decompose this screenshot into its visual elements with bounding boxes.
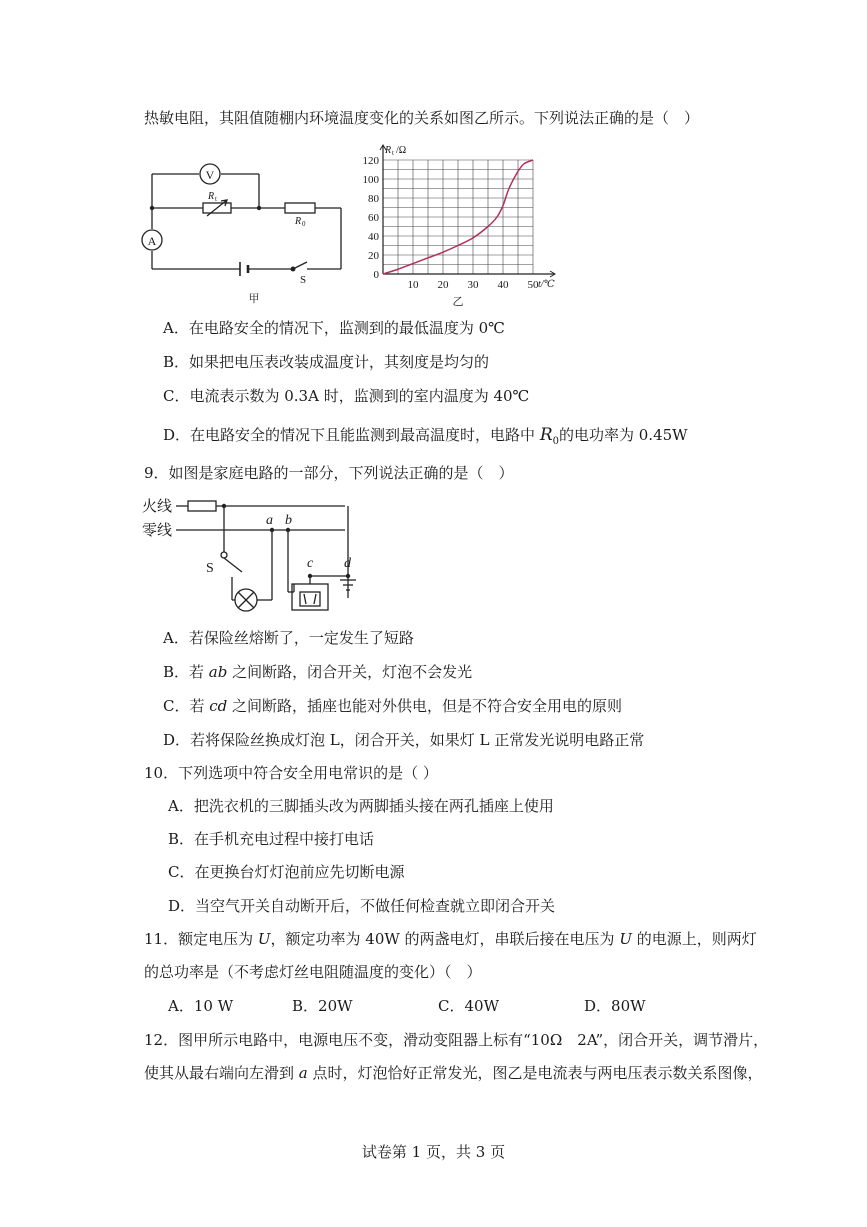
label-point-a: a: [266, 513, 273, 528]
q8-option-a: A．在电路安全的情况下，监测到的最低温度为 0℃: [163, 319, 505, 337]
label-r0-sub: 0: [302, 220, 306, 228]
q9-option-b: B．若 ab 之间断路，闭合开关，灯泡不会发光: [163, 663, 473, 681]
label-point-b: b: [285, 513, 292, 528]
chart-grid: [380, 145, 555, 277]
y-tick-label: 20: [368, 250, 379, 262]
label-live-wire: 火线: [142, 499, 173, 515]
q10-option-a: A．把洗衣机的三脚插头改为两脚插头接在两孔插座上使用: [168, 797, 554, 815]
question-8-stem-tail: 热敏电阻，其阻值随棚内环境温度变化的关系如图乙所示。下列说法正确的是（ ）: [144, 109, 700, 127]
q11-option-b: B．20W: [292, 997, 353, 1015]
label-neutral-wire: 零线: [142, 523, 173, 539]
x-tick-label: 20: [437, 279, 449, 291]
y-tick-label: 80: [368, 193, 379, 205]
q8-option-d-post: 的电功率为 0.45W: [559, 426, 688, 444]
label-point-d: d: [344, 556, 351, 571]
q10-option-c: C．在更换台灯灯泡前应先切断电源: [168, 863, 405, 881]
x-tick-label: 10: [407, 279, 419, 291]
chart-xlabel: t/℃: [538, 279, 555, 290]
y-tick-label: 40: [368, 231, 379, 243]
q8-option-c: C．电流表示数为 0.3A 时，监测到的室内温度为 40℃: [163, 387, 530, 405]
household-circuit-diagram: [140, 492, 380, 622]
q9-option-a: A．若保险丝熔断了，一定发生了短路: [163, 629, 414, 647]
q9-option-c: C．若 cd 之间断路，插座也能对外供电，但是不符合安全用电的原则: [163, 697, 623, 715]
q8-option-d-var: R: [539, 425, 553, 445]
chart-ylabel-sub: t: [392, 149, 394, 157]
voltmeter-symbol: V: [205, 168, 215, 182]
q8-option-d-pre: D．在电路安全的情况下且能监测到最高温度时，电路中: [163, 426, 540, 444]
y-tick-label: 0: [373, 269, 379, 281]
question-12-line-1: 12．图甲所示电路中，电源电压不变，滑动变阻器上标有“10Ω 2A”，闭合开关，调节滑片，: [144, 1031, 769, 1049]
chart-ylabel-unit: /Ω: [396, 145, 407, 156]
chart-ticks: [363, 155, 540, 291]
ammeter-symbol: A: [147, 234, 157, 248]
question-9-stem: 9．如图是家庭电路的一部分，下列说法正确的是（ ）: [144, 464, 514, 482]
question-12-line-2: 使其从最右端向左滑到 a 点时，灯泡恰好正常发光，图乙是电流表与两电压表示数关系图像，: [144, 1064, 763, 1082]
q9-option-d: D．若将保险丝换成灯泡 L，闭合开关，如果灯 L 正常发光说明电路正常: [163, 731, 645, 749]
label-rt: R: [208, 191, 215, 202]
x-tick-label: 30: [467, 279, 479, 291]
label-switch-s: S: [206, 561, 214, 576]
y-tick-label: 100: [362, 174, 379, 186]
q8-option-d: [163, 425, 688, 452]
label-point-c: c: [307, 556, 314, 571]
caption-jia: 甲: [248, 293, 260, 305]
label-rt-sub: t: [215, 195, 217, 203]
q8-option-d-sub: 0: [552, 436, 559, 447]
x-tick-label: 50: [527, 279, 539, 291]
circuit-diagram-jia: [135, 150, 355, 310]
page-footer: 试卷第 1 页，共 3 页: [361, 1143, 506, 1161]
question-11-line-2: 的总功率是（不考虑灯丝电阻随温度的变化）（ ）: [144, 963, 482, 981]
y-tick-label: 60: [368, 212, 379, 224]
label-r0: R: [295, 216, 302, 227]
label-switch: S: [300, 274, 307, 286]
q11-option-a: A．10 W: [168, 997, 234, 1015]
caption-yi: 乙: [452, 296, 464, 308]
q8-option-b: B．如果把电压表改装成温度计，其刻度是均匀的: [163, 353, 490, 371]
y-tick-label: 120: [362, 155, 379, 167]
question-10-stem: 10．下列选项中符合安全用电常识的是（ ）: [144, 764, 438, 782]
q11-option-c: C．40W: [438, 997, 499, 1015]
x-tick-label: 40: [497, 279, 509, 291]
q10-option-b: B．在手机充电过程中接打电话: [168, 830, 375, 848]
q11-option-d: D．80W: [584, 997, 646, 1015]
chart-rt-vs-t: [345, 140, 570, 310]
q10-option-d: D．当空气开关自动断开后，不做任何检查就立即闭合开关: [168, 897, 556, 915]
question-11-line-1: 11．额定电压为 U，额定功率为 40W 的两盏电灯，串联后接在电压为 U 的电源上，则两灯: [144, 930, 757, 948]
chart-ylabel: R: [385, 145, 392, 156]
